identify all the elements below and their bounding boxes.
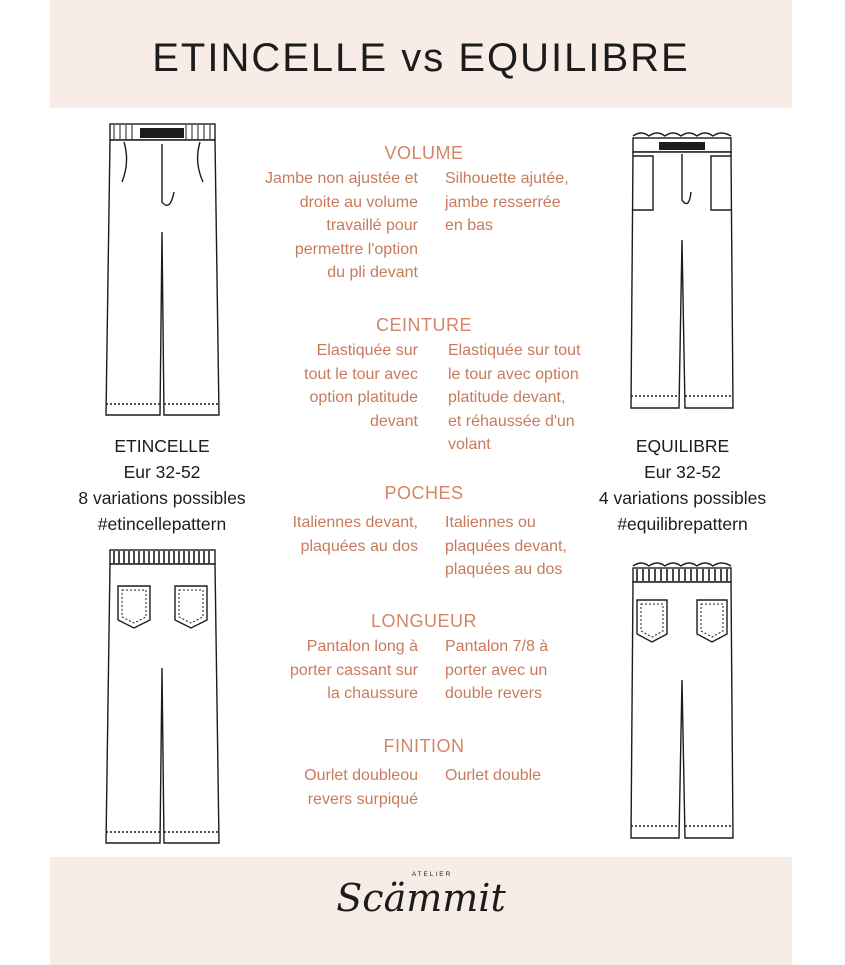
equilibre-name: EQUILIBRE (635, 436, 730, 456)
etincelle-column (304, 764, 418, 811)
text-line: Elastiquée sur (316, 342, 418, 359)
text-line: Italiennes ou (445, 514, 536, 531)
text-line: le tour avec option (448, 365, 579, 383)
section-volume (248, 143, 600, 281)
text-line: la chaussure (327, 685, 418, 702)
text-line: Ourlet double (445, 767, 542, 784)
section-title: CEINTURE (375, 315, 472, 335)
section-title: POCHES (384, 483, 464, 503)
section-title: LONGUEUR (370, 611, 477, 631)
text-line: Jambe non ajustée et (265, 170, 418, 187)
equilibre-sizes: Eur 32-52 (644, 462, 721, 482)
page-title: ETINCELLE vs EQUILIBRE (152, 36, 690, 80)
equilibre-hashtag: #equilibrepattern (617, 514, 748, 534)
section-finition (248, 736, 600, 808)
text-line: travaillé pour (326, 217, 418, 234)
text-line: porter avec un (445, 661, 548, 679)
brand-logo (50, 871, 792, 920)
etincelle-hashtag: #etincellepattern (97, 514, 227, 534)
section-poches (248, 483, 600, 578)
logo-main-text: Scämmit (336, 876, 506, 920)
equilibre-info (580, 433, 785, 537)
section-ceinture (248, 315, 600, 453)
text-line: plaquées au dos (445, 561, 563, 578)
text-line: et réhaussée d'un (448, 412, 575, 430)
section-title: FINITION (383, 736, 465, 756)
equilibre-column (448, 339, 581, 457)
text-line: Italiennes devant, (292, 514, 418, 531)
text-line: volant (448, 436, 491, 453)
etincelle-column (265, 167, 418, 285)
text-line: plaquées au dos (300, 537, 418, 555)
etincelle-column (290, 635, 418, 706)
text-line: jambe resserrée (445, 193, 561, 211)
etincelle-column (293, 511, 418, 558)
text-line: en bas (445, 217, 494, 234)
text-line: permettre l'option (294, 240, 418, 258)
equilibre-column (445, 167, 569, 238)
text-line: Pantalon long à (306, 638, 418, 655)
text-line: tout le tour avec (304, 365, 418, 383)
equilibre-column (445, 511, 567, 582)
equilibre-column (445, 764, 541, 788)
equilibre-column (445, 635, 548, 706)
text-line: revers surpiqué (307, 790, 418, 808)
equilibre-front-drawing (625, 130, 740, 412)
etincelle-sizes: Eur 32-52 (123, 462, 201, 482)
text-line: droite au volume (299, 193, 418, 211)
text-line: Silhouette ajutée, (445, 170, 569, 187)
text-line: plaquées devant, (445, 537, 567, 555)
etincelle-info (62, 433, 262, 537)
text-line: option platitude (309, 389, 418, 406)
text-line: platitude devant, (448, 389, 566, 406)
text-line: double revers (445, 685, 542, 702)
header-band (50, 0, 792, 108)
text-line: du pli devant (327, 264, 418, 281)
equilibre-variations: 4 variations possibles (598, 488, 767, 508)
text-line: devant (369, 412, 418, 430)
text-line: Elastiquée sur tout (448, 342, 581, 359)
etincelle-variations: 8 variations possibles (78, 488, 246, 508)
text-line: Ourlet doubleou (304, 767, 418, 784)
section-title: VOLUME (384, 143, 464, 163)
section-longueur (248, 611, 600, 702)
etincelle-column (304, 339, 418, 433)
etincelle-front-drawing (100, 122, 225, 420)
logo-small-text: ATELIER (411, 871, 453, 878)
equilibre-back-drawing (625, 560, 740, 842)
etincelle-name: ETINCELLE (114, 436, 210, 456)
text-line: porter cassant sur (289, 661, 418, 679)
etincelle-back-drawing (100, 548, 225, 848)
footer-band (50, 857, 792, 965)
text-line: Pantalon 7/8 à (445, 638, 549, 655)
